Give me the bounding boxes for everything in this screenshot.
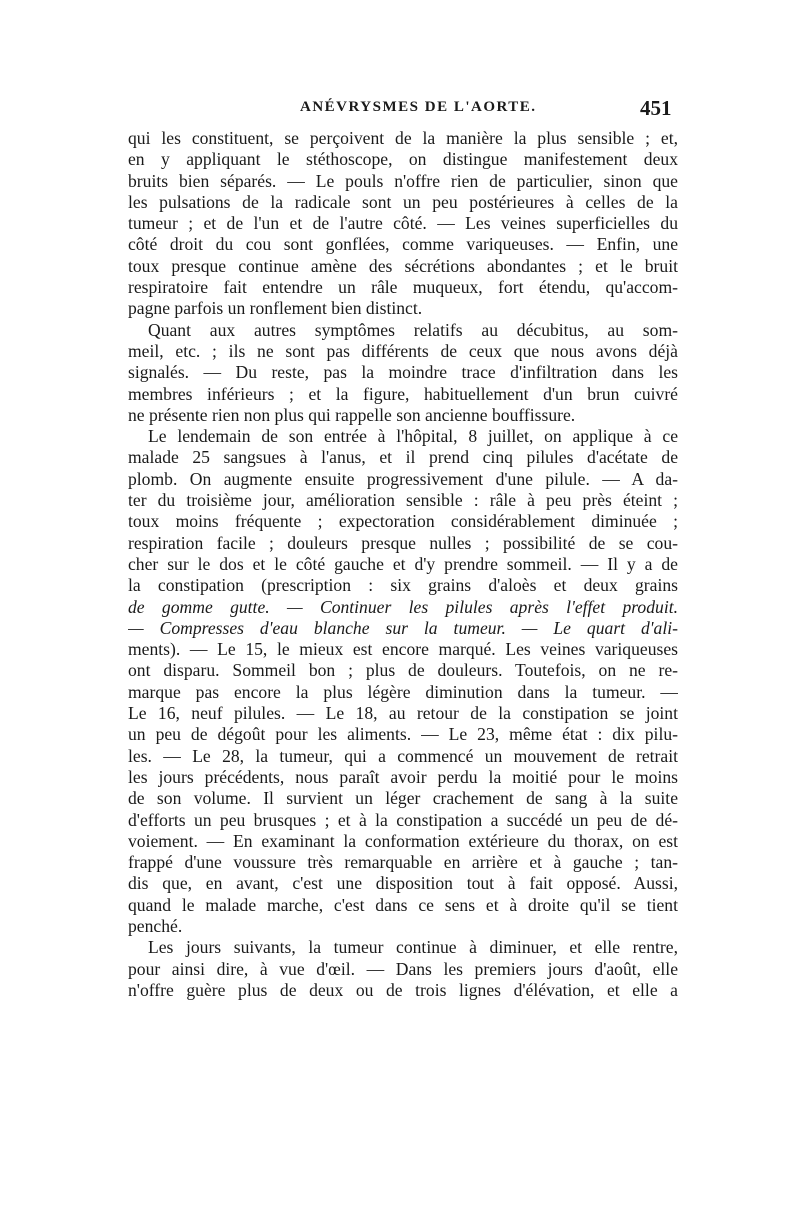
text-line: membres inférieurs ; et la figure, habituellement d'un brun cuivré [128, 383, 678, 404]
text-line: — Compresses d'eau blanche sur la tumeur. — Le quart d'ali- [128, 617, 678, 638]
text-line: d'efforts un peu brusques ; et à la constipation a succédé un peu de dé- [128, 809, 678, 830]
text-line: respiratoire fait entendre un râle muqueux, fort étendu, qu'accom- [128, 277, 678, 298]
text-line: les. — Le 28, la tumeur, qui a commencé un mouvement de retrait [128, 745, 678, 766]
text-line: dis que, en avant, c'est une disposition tout à fait opposé. Aussi, [128, 873, 678, 894]
text-line: de son volume. Il survient un léger crachement de sang à la suite [128, 788, 678, 809]
text-line: cher sur le dos et le côté gauche et d'y prendre sommeil. — Il y a de [128, 553, 678, 574]
text-line: quand le malade marche, c'est dans ce sens et à droite qu'il se tient [128, 894, 678, 915]
text-line: bruits bien séparés. — Le pouls n'offre rien de particulier, sinon que [128, 170, 678, 191]
text-line: meil, etc. ; ils ne sont pas différents de ceux que nous avons déjà [128, 340, 678, 361]
text-line: pour ainsi dire, à vue d'œil. — Dans les premiers jours d'août, elle [128, 958, 678, 979]
text-line: Le 16, neuf pilules. — Le 18, au retour de la constipation se joint [128, 703, 678, 724]
text-line: voiement. — En examinant la conformation extérieure du thorax, on est [128, 830, 678, 851]
text-line: pagne parfois un ronflement bien distinct. [128, 298, 423, 319]
text-line: toux presque continue amène des sécrétions abondantes ; et le bruit [128, 255, 678, 276]
text-line: un peu de dégoût pour les aliments. — Le 23, même état : dix pilu- [128, 724, 678, 745]
text-line: côté droit du cou sont gonflées, comme variqueuses. — Enfin, une [128, 234, 678, 255]
running-title: ANÉVRYSMES DE L'AORTE. [300, 99, 537, 115]
text-line: toux moins fréquente ; expectoration considérablement diminuée ; [128, 511, 678, 532]
text-line: de gomme gutte. — Continuer les pilules après l'effet produit. [128, 596, 678, 617]
text-line: les pulsations de la radicale sont un peu postérieures à celles de la [128, 191, 678, 212]
text-line: Le lendemain de son entrée à l'hôpital, 8 juillet, on applique à ce [148, 426, 678, 447]
text-line: en y appliquant le stéthoscope, on distingue manifestement deux [128, 149, 678, 170]
text-line: ter du troisième jour, amélioration sensible : râle à peu près éteint ; [128, 490, 678, 511]
text-line: la constipation (prescription : six grains d'aloès et deux grains [128, 575, 678, 596]
text-line: Quant aux autres symptômes relatifs au décubitus, au som- [148, 319, 678, 340]
text-line: ne présente rien non plus qui rappelle son ancienne bouffissure. [128, 404, 576, 425]
text-line: n'offre guère plus de deux ou de trois lignes d'élévation, et elle a [128, 979, 678, 1000]
body-text [128, 128, 678, 1001]
text-line: respiration facile ; douleurs presque nulles ; possibilité de se cou- [128, 532, 678, 553]
text-line: Les jours suivants, la tumeur continue à diminuer, et elle rentre, [148, 937, 678, 958]
text-line: marque pas encore la plus légère diminution dans la tumeur. — [128, 681, 678, 702]
page-number: 451 [640, 96, 672, 120]
text-line: ont disparu. Sommeil bon ; plus de douleurs. Toutefois, on ne re- [128, 660, 678, 681]
text-line: tumeur ; et de l'un et de l'autre côté. — Les veines superficielles du [128, 213, 678, 234]
text-line: malade 25 sangsues à l'anus, et il prend cinq pilules d'acétate de [128, 447, 678, 468]
text-line: penché. [128, 915, 183, 936]
text-line: ments). — Le 15, le mieux est encore marqué. Les veines variqueuses [128, 639, 678, 660]
text-line: les jours précédents, nous paraît avoir perdu la moitié pour le moins [128, 766, 678, 787]
text-line: qui les constituent, se perçoivent de la manière la plus sensible ; et, [128, 128, 678, 148]
text-line: frappé d'une voussure très remarquable en arrière et à gauche ; tan- [128, 852, 678, 873]
text-line: signalés. — Du reste, pas la moindre trace d'infiltration dans les [128, 362, 678, 383]
text-line: plomb. On augmente ensuite progressivement d'une pilule. — A da- [128, 468, 678, 489]
